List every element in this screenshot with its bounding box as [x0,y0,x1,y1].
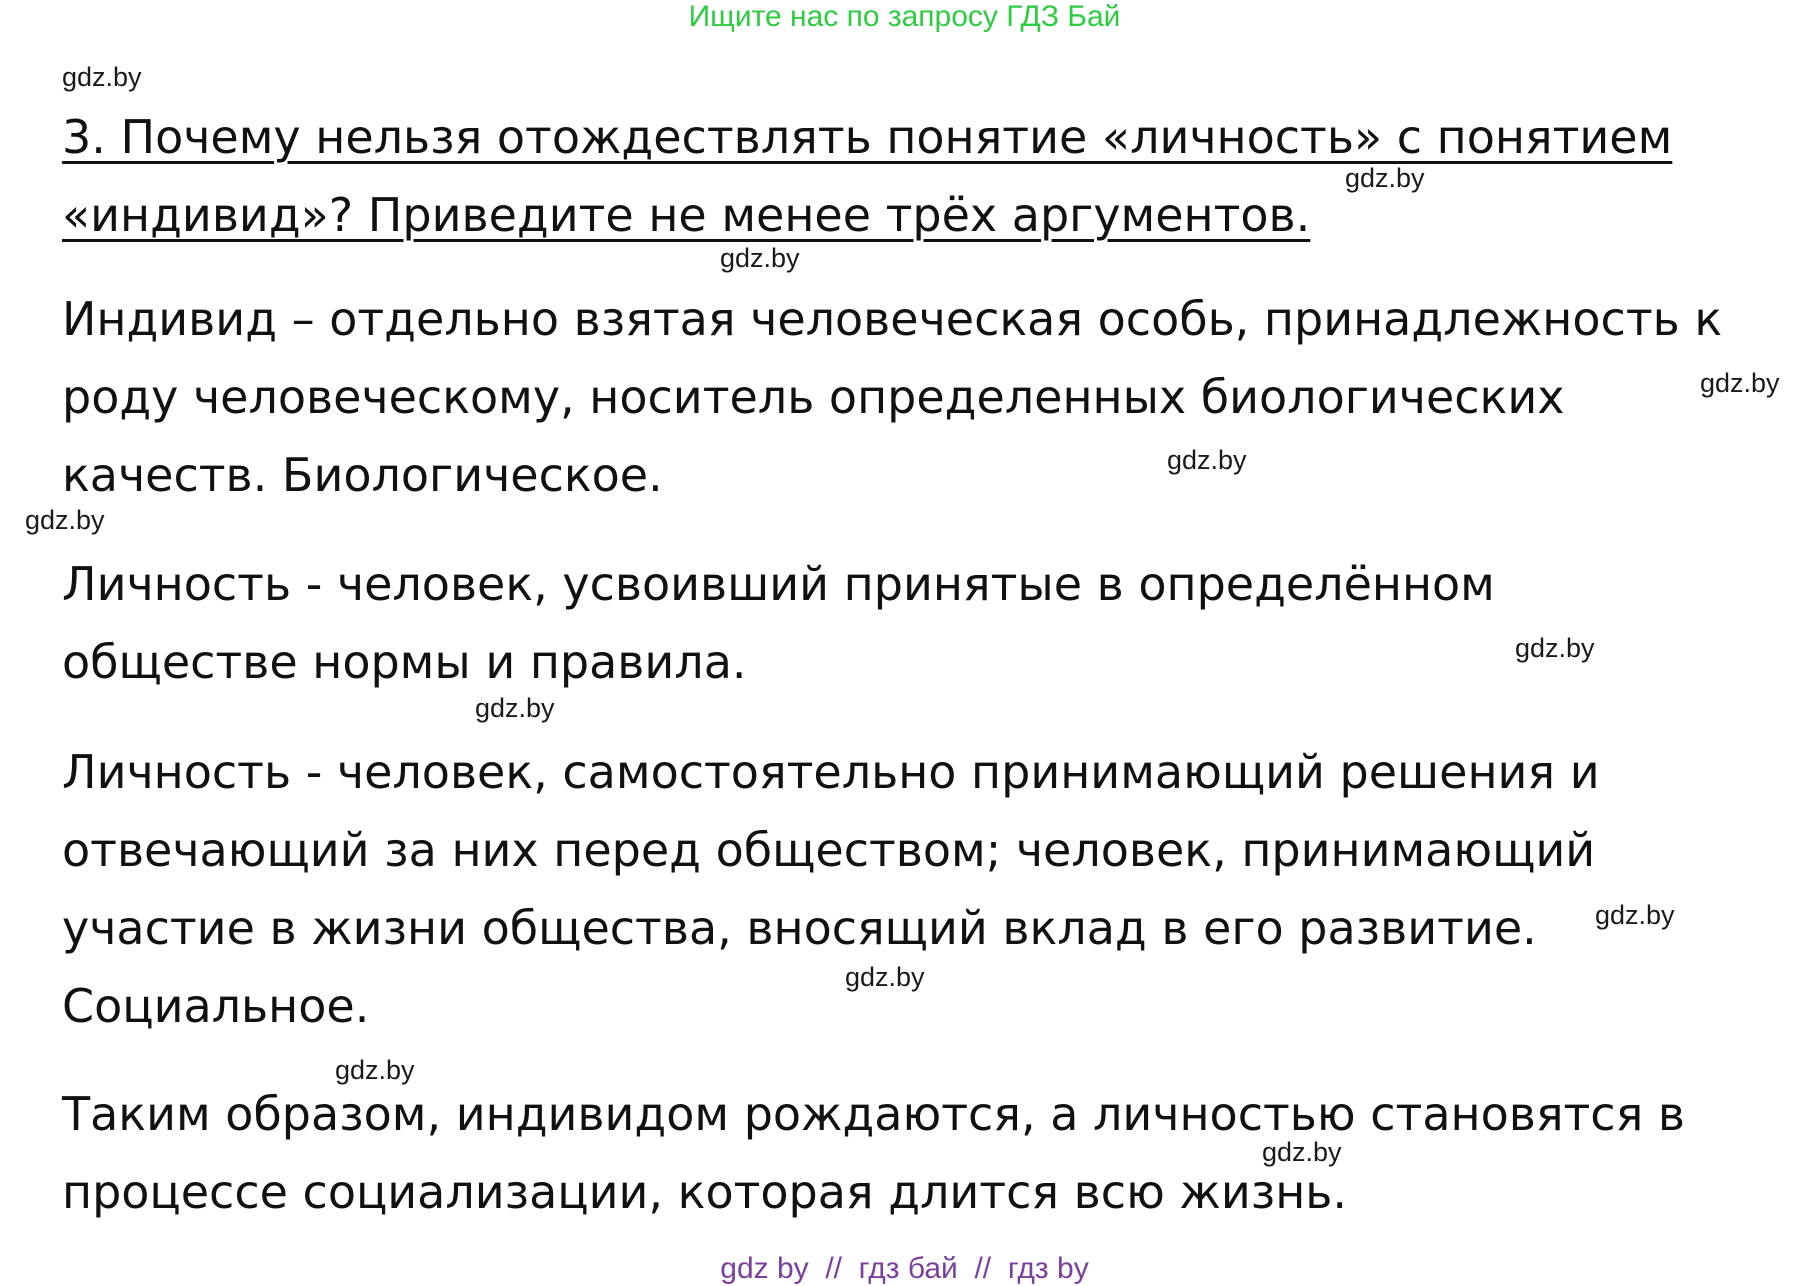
paragraph-conclusion [62,1075,1685,1231]
paragraph-line: отвечающий за них перед обществом; человек, принимающий [62,823,1596,877]
top-banner: Ищите нас по запросу ГДЗ Бай [688,0,1121,33]
watermark: gdz.by [1167,445,1247,475]
footer-links: gdz by // гдз бай // гдз by [720,1252,1089,1285]
watermark: gdz.by [1515,633,1595,663]
watermark: gdz.by [25,505,105,535]
watermark: gdz.by [335,1055,415,1085]
watermark: gdz.by [1595,900,1675,930]
watermark: gdz.by [845,962,925,992]
paragraph-personality-decisions [62,733,1600,1045]
watermark: gdz.by [1262,1137,1342,1167]
question-heading [62,98,1762,254]
paragraph-line: качеств. Биологическое. [62,448,663,502]
paragraph-personality-norms [62,545,1495,701]
paragraph-line: процессе социализации, которая длится всю жизнь. [62,1165,1348,1219]
watermark: gdz.by [62,62,142,92]
watermark: gdz.by [1700,368,1780,398]
paragraph-line: роду человеческому, носитель определенных биологических [62,370,1565,424]
paragraph-line: обществе нормы и правила. [62,635,747,689]
paragraph-line: Индивид – отдельно взятая человеческая особь, принадлежность к [62,292,1723,346]
paragraph-line: Социальное. [62,979,370,1033]
paragraph-line: Таким образом, индивидом рождаются, а личностью становятся в [62,1087,1686,1141]
paragraph-individual [62,280,1722,514]
question-line: «индивид»? Приведите не менее трёх аргументов. [62,188,1311,242]
watermark: gdz.by [1345,163,1425,193]
question-line: 3. Почему нельзя отождествлять понятие «личность» с понятием [62,110,1673,164]
paragraph-line: участие в жизни общества, вносящий вклад в его развитие. [62,901,1537,955]
paragraph-line: Личность - человек, самостоятельно принимающий решения и [62,745,1600,799]
watermark: gdz.by [475,693,555,723]
watermark: gdz.by [720,243,800,273]
paragraph-line: Личность - человек, усвоивший принятые в определённом [62,557,1495,611]
